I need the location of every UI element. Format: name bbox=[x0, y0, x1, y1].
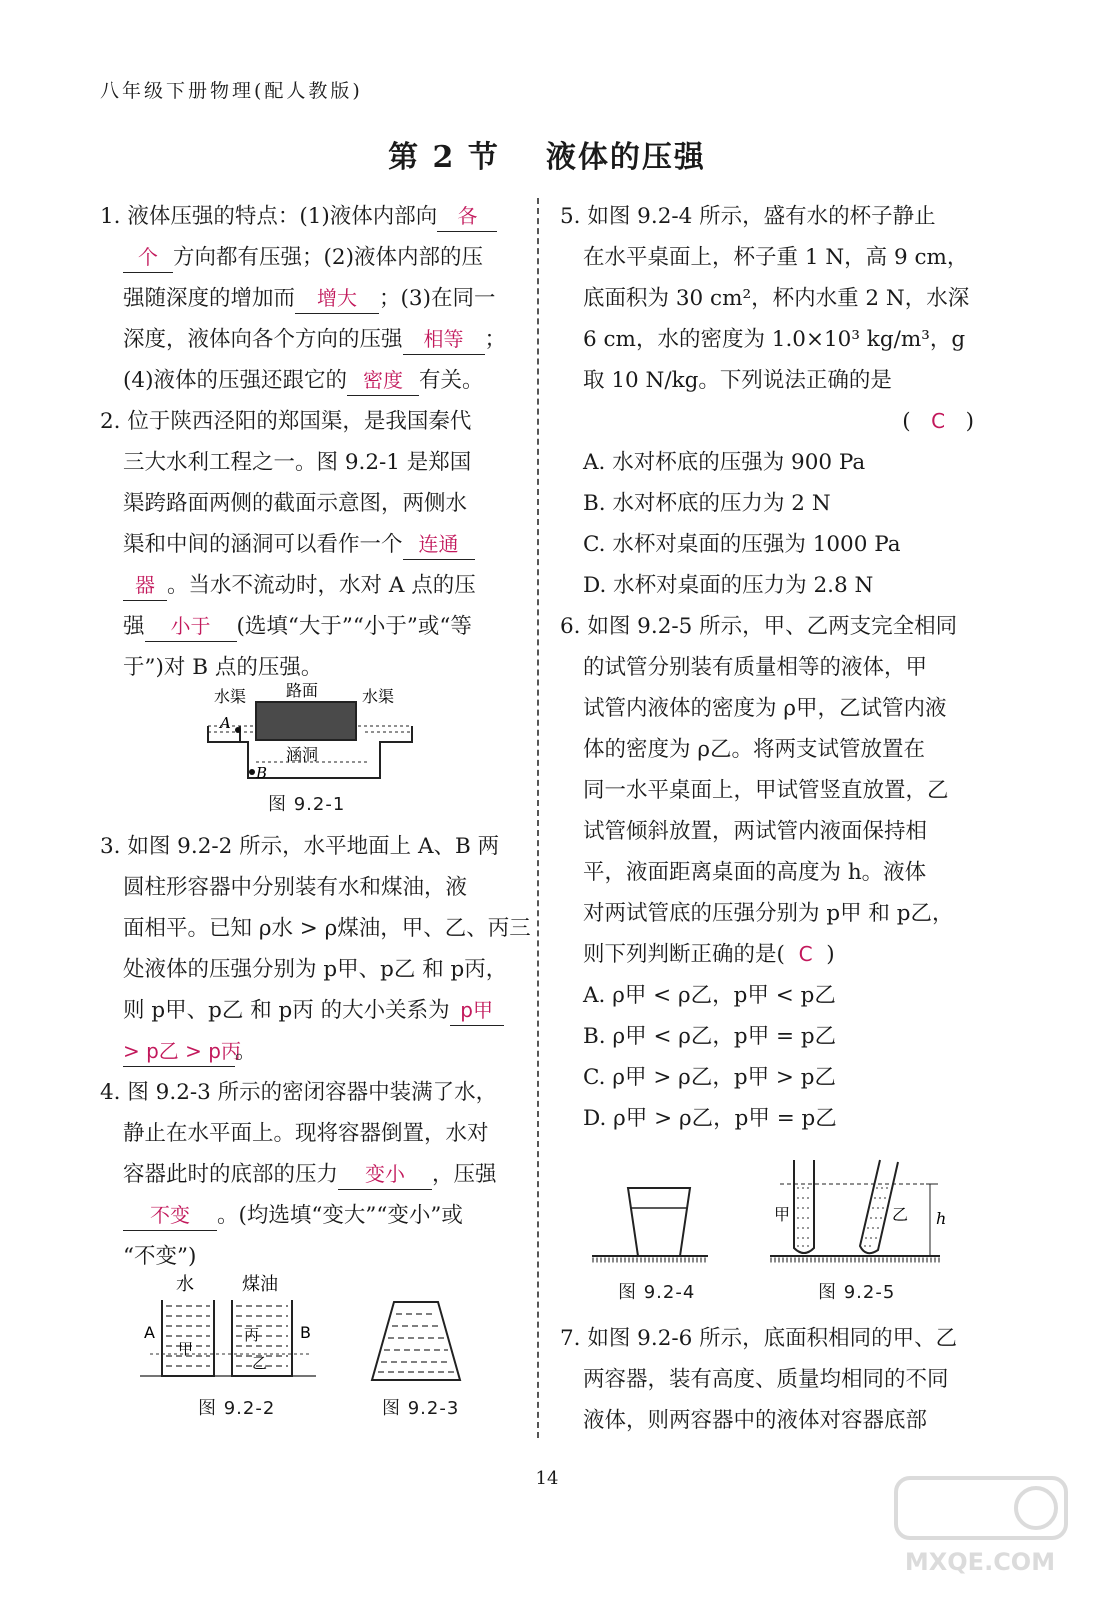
answer-text: 密度 bbox=[362, 368, 403, 392]
answer-text: p甲 bbox=[460, 998, 493, 1022]
answer-text: C bbox=[931, 409, 946, 433]
page-number: 14 bbox=[535, 1468, 559, 1489]
q1-line: ；(3)在同一 bbox=[379, 286, 496, 311]
q6-line: 体的密度为 ρ乙。将两支试管放置在 bbox=[583, 737, 925, 762]
q2-line: 强 bbox=[123, 614, 145, 639]
q1-line: 1. 液体压强的特点：(1)液体内部向 bbox=[100, 204, 438, 229]
answer-text: 个 bbox=[138, 245, 158, 269]
q3-line: 处液体的压强分别为 p甲、p乙 和 p丙， bbox=[123, 957, 508, 982]
q2-line: 渠和中间的涵洞可以看作一个 bbox=[123, 532, 403, 557]
figure-9-2-4 bbox=[590, 1180, 710, 1270]
left-column-lower bbox=[100, 826, 531, 1277]
caption-9-2-4: 图 9.2-4 bbox=[618, 1282, 696, 1303]
q4-line: 4. 图 9.2-3 所示的密闭容器中装满了水， bbox=[100, 1080, 498, 1105]
label-road: 路面 bbox=[286, 682, 319, 700]
answer-text: 增大 bbox=[317, 286, 358, 310]
q4-line: “不变”) bbox=[123, 1244, 197, 1269]
q2-line: 三大水利工程之一。图 9.2-1 是郑国 bbox=[123, 450, 472, 475]
figure-9-2-3 bbox=[366, 1296, 466, 1386]
question-7 bbox=[560, 1318, 974, 1441]
q2-line: 于”)对 B 点的压强。 bbox=[123, 655, 323, 680]
q6-line: 6. 如图 9.2-5 所示，甲、乙两支完全相同 bbox=[560, 614, 958, 639]
q6-option-b: B. ρ甲 < ρ乙，p甲 = p乙 bbox=[583, 1024, 837, 1049]
caption-9-2-5: 图 9.2-5 bbox=[818, 1282, 896, 1303]
caption-9-2-3: 图 9.2-3 bbox=[382, 1398, 460, 1419]
question-5 bbox=[560, 196, 974, 606]
q3-blank-1a bbox=[450, 995, 504, 1026]
q2-blank-1b bbox=[123, 570, 167, 601]
label-yi: 乙 bbox=[252, 1354, 268, 1372]
watermark-text: MXQE.COM bbox=[904, 1548, 1056, 1576]
figure-9-2-5 bbox=[770, 1158, 960, 1270]
q5-option-d: D. 水杯对桌面的压力为 2.8 N bbox=[583, 573, 874, 598]
q7-line: 两容器，装有高度、质量均相同的不同 bbox=[583, 1367, 949, 1392]
q5-line: 6 cm，水的密度为 1.0×10³ kg/m³，g bbox=[583, 327, 966, 352]
q5-line: 5. 如图 9.2-4 所示，盛有水的杯子静止 bbox=[560, 204, 936, 229]
left-column bbox=[100, 196, 512, 688]
answer-text: 不变 bbox=[150, 1203, 190, 1227]
q1-blank-4 bbox=[347, 365, 419, 396]
q6-line: 的试管分别装有质量相等的液体，甲 bbox=[583, 655, 928, 680]
label-kerosene: 煤油 bbox=[242, 1274, 278, 1295]
q1-blank-1a bbox=[437, 201, 497, 232]
q2-line: (选填“大于”“小于”或“等 bbox=[236, 614, 472, 639]
question-6 bbox=[560, 606, 974, 1139]
label-left-channel: 水渠 bbox=[214, 687, 247, 706]
q2-blank-2 bbox=[145, 611, 237, 642]
q1-line: ； bbox=[484, 327, 507, 352]
label-height-h: h bbox=[936, 1209, 947, 1228]
q5-option-c: C. 水杯对桌面的压强为 1000 Pa bbox=[583, 532, 901, 557]
q3-line: 面相平。已知 ρ水 > ρ煤油，甲、乙、丙三 bbox=[123, 916, 531, 941]
q1-line: 方向都有压强；(2)液体内部的压 bbox=[173, 245, 483, 270]
q6-line: 同一水平桌面上，甲试管竖直放置，乙 bbox=[583, 778, 949, 803]
road-block bbox=[256, 702, 356, 740]
section-name: 液体的压强 bbox=[545, 140, 706, 175]
label-culvert: 涵洞 bbox=[286, 745, 319, 764]
q6-line: 对两试管底的压强分别为 p甲 和 p乙， bbox=[583, 901, 954, 926]
cup bbox=[628, 1188, 690, 1256]
figure-9-2-2 bbox=[140, 1270, 330, 1390]
q6-option-c: C. ρ甲 > ρ乙，p甲 > p乙 bbox=[583, 1065, 837, 1090]
q1-line: 强随深度的增加而 bbox=[123, 286, 296, 311]
answer-text: C bbox=[798, 942, 813, 966]
q1-blank-1b bbox=[123, 242, 173, 273]
q1-line: 深度，液体向各个方向的压强 bbox=[123, 327, 403, 352]
q5-option-a: A. 水对杯底的压强为 900 Pa bbox=[583, 450, 866, 475]
q2-line: 渠跨路面两侧的截面示意图，两侧水 bbox=[123, 491, 468, 516]
figure-9-2-1 bbox=[200, 682, 420, 782]
label-container-a: A bbox=[144, 1323, 155, 1342]
label-water: 水 bbox=[176, 1274, 194, 1295]
q3-line: 圆柱形容器中分别装有水和煤油，液 bbox=[123, 875, 468, 900]
label-tube-yi: 乙 bbox=[892, 1205, 909, 1224]
q5-answer-bracket: ( C ) bbox=[902, 409, 974, 434]
label-tube-jia: 甲 bbox=[774, 1205, 791, 1224]
q2-blank-1a bbox=[403, 529, 475, 560]
q4-line: ，压强 bbox=[432, 1162, 497, 1187]
q4-blank-2 bbox=[123, 1200, 217, 1231]
question-2 bbox=[100, 401, 512, 688]
caption-9-2-1: 图 9.2-1 bbox=[268, 794, 346, 815]
q1-line: (4)液体的压强还跟它的 bbox=[123, 368, 347, 393]
q6-option-d: D. ρ甲 > ρ乙，p甲 = p乙 bbox=[583, 1106, 837, 1131]
label-jia: 甲 bbox=[178, 1340, 194, 1358]
q1-blank-2 bbox=[295, 283, 379, 314]
q4-line: 容器此时的底部的压力 bbox=[123, 1162, 339, 1187]
caption-9-2-2: 图 9.2-2 bbox=[198, 1398, 276, 1419]
question-1 bbox=[100, 196, 512, 401]
answer-text: 相等 bbox=[423, 327, 464, 351]
right-column bbox=[560, 196, 974, 1139]
q6-line: 试管倾斜放置，两试管内液面保持相 bbox=[583, 819, 928, 844]
q3-line: 则 p甲、p乙 和 p丙 的大小关系为 bbox=[123, 998, 450, 1023]
label-right-channel: 水渠 bbox=[362, 687, 395, 706]
q5-line: 在水平桌面上，杯子重 1 N，高 9 cm， bbox=[583, 245, 969, 270]
label-point-a: A bbox=[220, 714, 231, 732]
answer-text: 各 bbox=[457, 204, 478, 228]
question-3 bbox=[100, 826, 531, 1072]
q5-option-b: B. 水对杯底的压力为 2 N bbox=[583, 491, 831, 516]
answer-text: 小于 bbox=[170, 614, 211, 638]
q4-blank-1 bbox=[338, 1159, 432, 1190]
q4-line: 静止在水平面上。现将容器倒置，水对 bbox=[123, 1121, 489, 1146]
q6-line: 平，液面距离桌面的高度为 h。液体 bbox=[583, 860, 927, 885]
question-4 bbox=[100, 1072, 512, 1277]
q3-line: 3. 如图 9.2-2 所示，水平地面上 A、B 两 bbox=[100, 834, 500, 859]
running-header: 八年级下册物理(配人教版) bbox=[100, 80, 363, 102]
q5-line: 取 10 N/kg。下列说法正确的是 bbox=[583, 368, 892, 393]
q2-line: 。当水不流动时，水对 A 点的压 bbox=[167, 573, 476, 598]
answer-text: > p乙 > p丙 bbox=[123, 1039, 241, 1063]
q6-line: 则下列判断正确的是( bbox=[583, 942, 785, 967]
q6-line: 试管内液体的密度为 ρ甲，乙试管内液 bbox=[583, 696, 947, 721]
q1-line: 有关。 bbox=[418, 368, 484, 393]
section-title bbox=[0, 132, 1094, 176]
column-divider bbox=[537, 198, 539, 1438]
label-container-b: B bbox=[300, 1323, 311, 1342]
answer-text: 器 bbox=[135, 573, 155, 597]
q7-line: 7. 如图 9.2-6 所示，底面积相同的甲、乙 bbox=[560, 1326, 958, 1351]
q6-line: ) bbox=[826, 942, 835, 967]
answer-text: 变小 bbox=[365, 1162, 406, 1186]
answer-text: 连通 bbox=[418, 532, 459, 556]
label-point-b: B bbox=[256, 764, 268, 782]
q5-line: 底面积为 30 cm²，杯内水重 2 N，水深 bbox=[583, 286, 970, 311]
q7-line: 液体，则两容器中的液体对容器底部 bbox=[583, 1408, 928, 1433]
q2-line: 2. 位于陕西泾阳的郑国渠，是我国秦代 bbox=[100, 409, 472, 434]
q3-line: 。 bbox=[235, 1039, 257, 1064]
q4-line: 。(均选填“变大”“变小”或 bbox=[217, 1203, 463, 1228]
q3-blank-1b bbox=[123, 1036, 241, 1067]
point-b-marker bbox=[249, 769, 255, 775]
q6-option-a: A. ρ甲 < ρ乙，p甲 < p乙 bbox=[583, 983, 836, 1008]
q1-blank-3 bbox=[403, 324, 485, 355]
point-a-marker bbox=[235, 727, 241, 733]
section-number: 第 2 节 bbox=[388, 140, 500, 175]
watermark-logo bbox=[890, 1470, 1074, 1580]
label-bing: 丙 bbox=[244, 1326, 260, 1344]
